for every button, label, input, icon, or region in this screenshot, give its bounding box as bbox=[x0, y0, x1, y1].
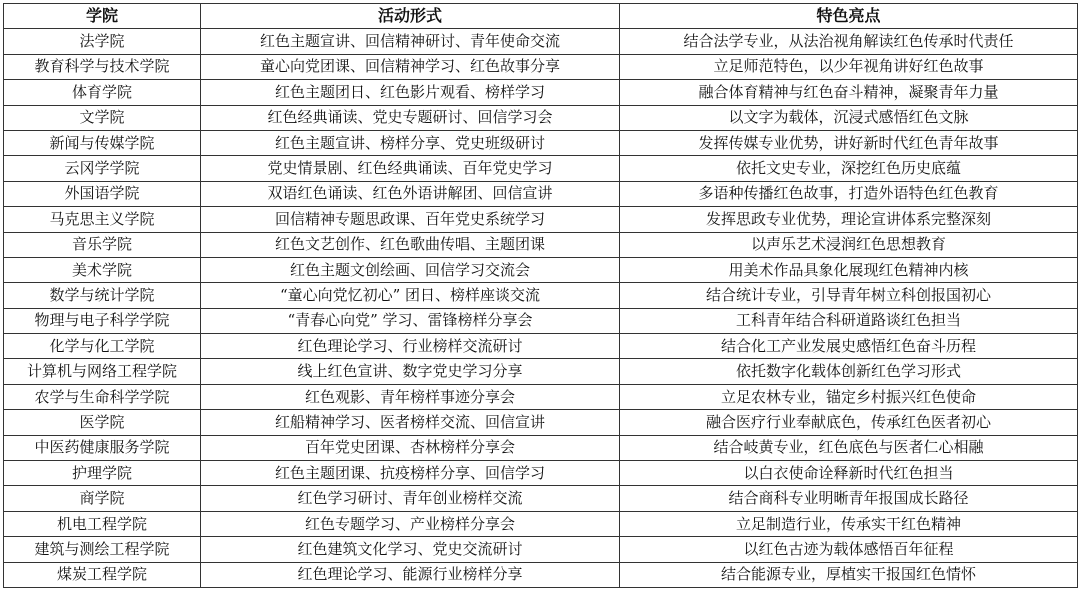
college-activity-table bbox=[3, 3, 1078, 588]
cell-activity-form: 党史情景剧、红色经典诵读、百年党史学习 bbox=[201, 156, 620, 181]
header-highlights: 特色亮点 bbox=[620, 4, 1078, 29]
table-row bbox=[4, 283, 1078, 308]
cell-highlights: 用美术作品具象化展现红色精神内核 bbox=[620, 257, 1078, 282]
cell-highlights: 结合能源专业，厚植实干报国红色情怀 bbox=[620, 562, 1078, 587]
cell-highlights: 结合法学专业，从法治视角解读红色传承时代责任 bbox=[620, 29, 1078, 54]
cell-activity-form: 红色理论学习、能源行业榜样分享 bbox=[201, 562, 620, 587]
table-row bbox=[4, 384, 1078, 409]
cell-activity-form: 红色专题学习、产业榜样分享会 bbox=[201, 511, 620, 536]
cell-college: 农学与生命科学学院 bbox=[4, 384, 201, 409]
cell-college: 文学院 bbox=[4, 105, 201, 130]
cell-activity-form: 红色文艺创作、红色歌曲传唱、主题团课 bbox=[201, 232, 620, 257]
cell-activity-form: 百年党史团课、杏林榜样分享会 bbox=[201, 435, 620, 460]
cell-highlights: 发挥思政专业优势，理论宣讲体系完整深刻 bbox=[620, 207, 1078, 232]
table-row bbox=[4, 334, 1078, 359]
table-row bbox=[4, 156, 1078, 181]
cell-activity-form: 红色主题团课、抗疫榜样分享、回信学习 bbox=[201, 461, 620, 486]
cell-college: 云冈学学院 bbox=[4, 156, 201, 181]
header-college: 学院 bbox=[4, 4, 201, 29]
cell-activity-form: 红色理论学习、行业榜样交流研讨 bbox=[201, 334, 620, 359]
cell-activity-form: “童心向党忆初心” 团日、榜样座谈交流 bbox=[201, 283, 620, 308]
table-row bbox=[4, 207, 1078, 232]
cell-highlights: 结合商科专业明晰青年报国成长路径 bbox=[620, 486, 1078, 511]
cell-activity-form: 线上红色宣讲、数字党史学习分享 bbox=[201, 359, 620, 384]
cell-highlights: 以文字为载体，沉浸式感悟红色文脉 bbox=[620, 105, 1078, 130]
cell-highlights: 多语种传播红色故事，打造外语特色红色教育 bbox=[620, 181, 1078, 206]
cell-highlights: 以声乐艺术浸润红色思想教育 bbox=[620, 232, 1078, 257]
table-row bbox=[4, 232, 1078, 257]
cell-activity-form: 红色学习研讨、青年创业榜样交流 bbox=[201, 486, 620, 511]
table-row bbox=[4, 257, 1078, 282]
cell-activity-form: 红船精神学习、医者榜样交流、回信宣讲 bbox=[201, 410, 620, 435]
cell-college: 教育科学与技术学院 bbox=[4, 54, 201, 79]
table-row bbox=[4, 410, 1078, 435]
table-row bbox=[4, 511, 1078, 536]
table-row bbox=[4, 181, 1078, 206]
cell-highlights: 结合统计专业，引导青年树立科创报国初心 bbox=[620, 283, 1078, 308]
cell-college: 外国语学院 bbox=[4, 181, 201, 206]
cell-activity-form: 红色主题宣讲、回信精神研讨、青年使命交流 bbox=[201, 29, 620, 54]
cell-college: 音乐学院 bbox=[4, 232, 201, 257]
table-row bbox=[4, 80, 1078, 105]
cell-college: 中医药健康服务学院 bbox=[4, 435, 201, 460]
table-row bbox=[4, 308, 1078, 333]
cell-activity-form: 红色经典诵读、党史专题研讨、回信学习会 bbox=[201, 105, 620, 130]
cell-highlights: 依托文史专业，深挖红色历史底蕴 bbox=[620, 156, 1078, 181]
table-header-row bbox=[4, 4, 1078, 29]
cell-highlights: 结合岐黄专业，红色底色与医者仁心相融 bbox=[620, 435, 1078, 460]
cell-highlights: 融合医疗行业奉献底色，传承红色医者初心 bbox=[620, 410, 1078, 435]
cell-activity-form: “青春心向党” 学习、雷锋榜样分享会 bbox=[201, 308, 620, 333]
table-body bbox=[4, 29, 1078, 588]
cell-highlights: 发挥传媒专业优势，讲好新时代红色青年故事 bbox=[620, 130, 1078, 155]
cell-highlights: 立足师范特色，以少年视角讲好红色故事 bbox=[620, 54, 1078, 79]
cell-college: 马克思主义学院 bbox=[4, 207, 201, 232]
table-row bbox=[4, 435, 1078, 460]
cell-activity-form: 双语红色诵读、红色外语讲解团、回信宣讲 bbox=[201, 181, 620, 206]
table-row bbox=[4, 537, 1078, 562]
table-row bbox=[4, 359, 1078, 384]
table-row bbox=[4, 29, 1078, 54]
cell-college: 煤炭工程学院 bbox=[4, 562, 201, 587]
cell-college: 商学院 bbox=[4, 486, 201, 511]
cell-highlights: 工科青年结合科研道路谈红色担当 bbox=[620, 308, 1078, 333]
cell-college: 化学与化工学院 bbox=[4, 334, 201, 359]
cell-college: 护理学院 bbox=[4, 461, 201, 486]
table-row bbox=[4, 486, 1078, 511]
cell-college: 机电工程学院 bbox=[4, 511, 201, 536]
table-row bbox=[4, 562, 1078, 587]
cell-college: 医学院 bbox=[4, 410, 201, 435]
cell-activity-form: 红色主题团日、红色影片观看、榜样学习 bbox=[201, 80, 620, 105]
cell-activity-form: 红色建筑文化学习、党史交流研讨 bbox=[201, 537, 620, 562]
cell-college: 美术学院 bbox=[4, 257, 201, 282]
cell-highlights: 以红色古迹为载体感悟百年征程 bbox=[620, 537, 1078, 562]
cell-college: 物理与电子科学学院 bbox=[4, 308, 201, 333]
table-container bbox=[3, 3, 1078, 588]
cell-highlights: 依托数字化载体创新红色学习形式 bbox=[620, 359, 1078, 384]
cell-college: 新闻与传媒学院 bbox=[4, 130, 201, 155]
cell-college: 法学院 bbox=[4, 29, 201, 54]
cell-college: 建筑与测绘工程学院 bbox=[4, 537, 201, 562]
header-activity-form: 活动形式 bbox=[201, 4, 620, 29]
table-row bbox=[4, 130, 1078, 155]
cell-college: 数学与统计学院 bbox=[4, 283, 201, 308]
table-row bbox=[4, 105, 1078, 130]
table-row bbox=[4, 461, 1078, 486]
cell-college: 计算机与网络工程学院 bbox=[4, 359, 201, 384]
cell-activity-form: 童心向党团课、回信精神学习、红色故事分享 bbox=[201, 54, 620, 79]
table-row bbox=[4, 54, 1078, 79]
cell-activity-form: 红色主题文创绘画、回信学习交流会 bbox=[201, 257, 620, 282]
cell-activity-form: 回信精神专题思政课、百年党史系统学习 bbox=[201, 207, 620, 232]
cell-highlights: 结合化工产业发展史感悟红色奋斗历程 bbox=[620, 334, 1078, 359]
cell-highlights: 以白衣使命诠释新时代红色担当 bbox=[620, 461, 1078, 486]
cell-highlights: 立足制造行业，传承实干红色精神 bbox=[620, 511, 1078, 536]
cell-college: 体育学院 bbox=[4, 80, 201, 105]
cell-activity-form: 红色主题宣讲、榜样分享、党史班级研讨 bbox=[201, 130, 620, 155]
cell-activity-form: 红色观影、青年榜样事迹分享会 bbox=[201, 384, 620, 409]
cell-highlights: 融合体育精神与红色奋斗精神，凝聚青年力量 bbox=[620, 80, 1078, 105]
cell-highlights: 立足农林专业，锚定乡村振兴红色使命 bbox=[620, 384, 1078, 409]
